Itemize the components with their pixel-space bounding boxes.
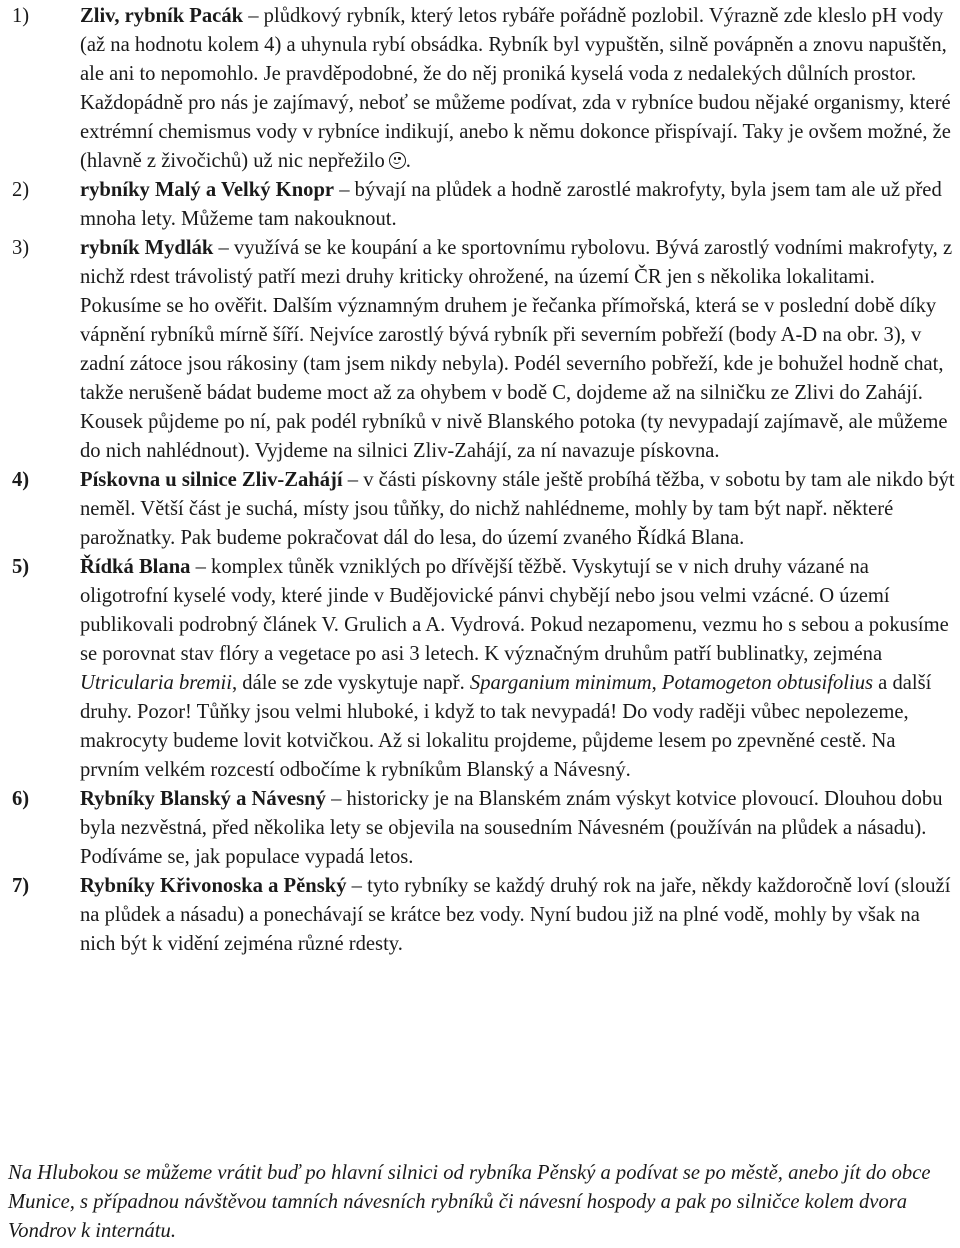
list-item: [0, 234, 958, 466]
list-item: [0, 872, 958, 959]
item-text: tyto rybníky se každý druhý rok na jaře, někdy každoročně loví (slouží na plůdek a násadu) a ponechávají se krátce bez vody. Nyní budou již na plné vodě, mohly by však na nich být k vidění zejména různé rdesty.: [80, 875, 951, 955]
item-title: Pískovna u silnice Zliv-Zahájí: [80, 469, 343, 491]
item-text: komplex tůněk vzniklých po dřívější těžbě. Vyskytují se v nich druhy vázané na oligotrofní kyselé vody, které jinde v Budějovické pánvi chybějí nebo jsou velmi vzácné. O území publikovali podrobný článek V. Grulich a A. Vydrová. Pokud nezapomenu, vezmu ho s sebou a pokusíme se porovnat stav flóry a vegetace po asi 3 letech. K význačným druhům patří bublinatky, zejména: [80, 556, 949, 665]
item-number: 4): [12, 469, 30, 491]
item-text: historicky je na Blanském znám výskyt kotvice plovoucí. Dlouhou dobu byla nezvěstná, před několika lety se objevila na sousedním Návesném (používán na plůdek a násadu). Podíváme se, jak populace vypadá letos.: [80, 788, 943, 868]
smiley-face-icon: [389, 152, 406, 169]
item-number: 2): [12, 179, 30, 201]
item-title: Rybníky Křivonoska a Pěnský: [80, 875, 347, 897]
footer-note: Na Hlubokou se můžeme vrátit buď po hlavní silnici od rybníka Pěnský a podívat se po městě, anebo jít do obce Munice, s případnou návštěvou tamních návesních rybníků či návesní hospody a pak po silničce kolem dvora Vondrov k internátu.: [8, 1162, 931, 1242]
title-separator: –: [243, 5, 264, 27]
item-text: .: [405, 150, 411, 172]
item-number: 3): [12, 237, 30, 259]
excursion-stops-list: [0, 2, 958, 959]
item-text: plůdkový rybník, který letos rybáře pořádně pozlobil. Výrazně zde kleslo pH vody (až na hodnotu kolem 4) a uhynula rybí obsádka. Rybník byl vypuštěn, silně povápněn a znovu napuštěn, ale ani to nepomohlo. Je pravděpodobné, že do něj proniká kyselá voda z nedalekých důlních prostor. Každopádně pro nás je zajímavý, neboť se můžeme podívat, zda v rybníce budou nějaké organismy, které extrémní chemismus vody v rybníce indikují, anebo k němu dokonce přispívají. Taky je ovšem možné, že (hlavně z živočichů) už nic nepřežilo: [80, 5, 951, 172]
item-number: 5): [12, 556, 30, 578]
title-separator: –: [346, 875, 368, 897]
item-number: 6): [12, 788, 30, 810]
item-number: 1): [12, 5, 30, 27]
item-text: bývají na plůdek a hodně zarostlé makrofyty, byla jsem tam ale už před mnoha lety. Můžeme tam nakouknout.: [80, 179, 942, 230]
item-title: rybníky Malý a Velký Knopr: [80, 179, 335, 201]
species-name: Potamogeton obtusifolius: [661, 672, 874, 694]
item-title: Řídká Blana: [80, 556, 191, 578]
title-separator: –: [213, 237, 234, 259]
list-item: [0, 466, 958, 553]
item-title: Rybníky Blanský a Návesný: [80, 788, 326, 810]
species-name: Utricularia bremii: [80, 672, 232, 694]
item-text: a další druhy. Pozor! Tůňky jsou velmi hluboké, i když to tak nevypadá! Do vody raději vůbec nepolezeme, makrocyty budeme lovit kotvičkou. Až si lokalitu projdeme, půjdeme lesem po zpevněné cestě. Na prvním velkém rozcestí odbočíme k rybníkům Blanský a Návesný.: [80, 672, 932, 781]
title-separator: –: [334, 179, 355, 201]
title-separator: –: [342, 469, 364, 491]
species-name: Sparganium minimum: [469, 672, 652, 694]
list-item: [0, 553, 958, 785]
item-text: , dále se zde vyskytuje např.: [231, 672, 470, 694]
list-item: [0, 785, 958, 872]
list-item: [0, 2, 958, 176]
title-separator: –: [325, 788, 347, 810]
list-item: [0, 176, 958, 234]
item-text: ,: [651, 672, 662, 694]
item-title: rybník Mydlák: [80, 237, 214, 259]
item-text: využívá se ke koupání a ke sportovnímu rybolovu. Bývá zarostlý vodními makrofyty, z nichž rdest trávolistý patří mezi druhy kriticky ohrožené, na území ČR jen s několika lokalitami. Pokusíme se ho ověřit. Dalším významným druhem je řečanka přímořská, která se v poslední době díky vápnění rybníků mírně šíří. Nejvíce zarostlý bývá rybník při severním pobřeží (body A-D na obr. 3), v zadní zátoce jsou rákosiny (tam jsem nikdy nebyla). Podél severního pobřeží, kde je bohužel hodně chat, takže nerušeně bádat budeme moct až za ohybem v bodě C, dojdeme až na silničku ze Zlivi do Zahájí. Kousek půjdeme po ní, pak podél rybníků v nivě Blanského potoka (ty nevypadají zajímavě, ale můžeme do nich nahlédnout). Vyjdeme na silnici Zliv-Zahájí, za ní navazuje pískovna.: [80, 237, 953, 462]
item-title: Zliv, rybník Pacák: [80, 5, 244, 27]
title-separator: –: [190, 556, 212, 578]
item-text: v části pískovny stále ještě probíhá těžba, v sobotu by tam ale nikdo být neměl. Větší část je suchá, místy jsou tůňky, do nichž nahlédneme, mohly by tam být např. některé parožnatky. Pak budeme pokračovat dál do lesa, do území zvaného Řídká Blana.: [80, 469, 955, 549]
item-number: 7): [12, 875, 30, 897]
